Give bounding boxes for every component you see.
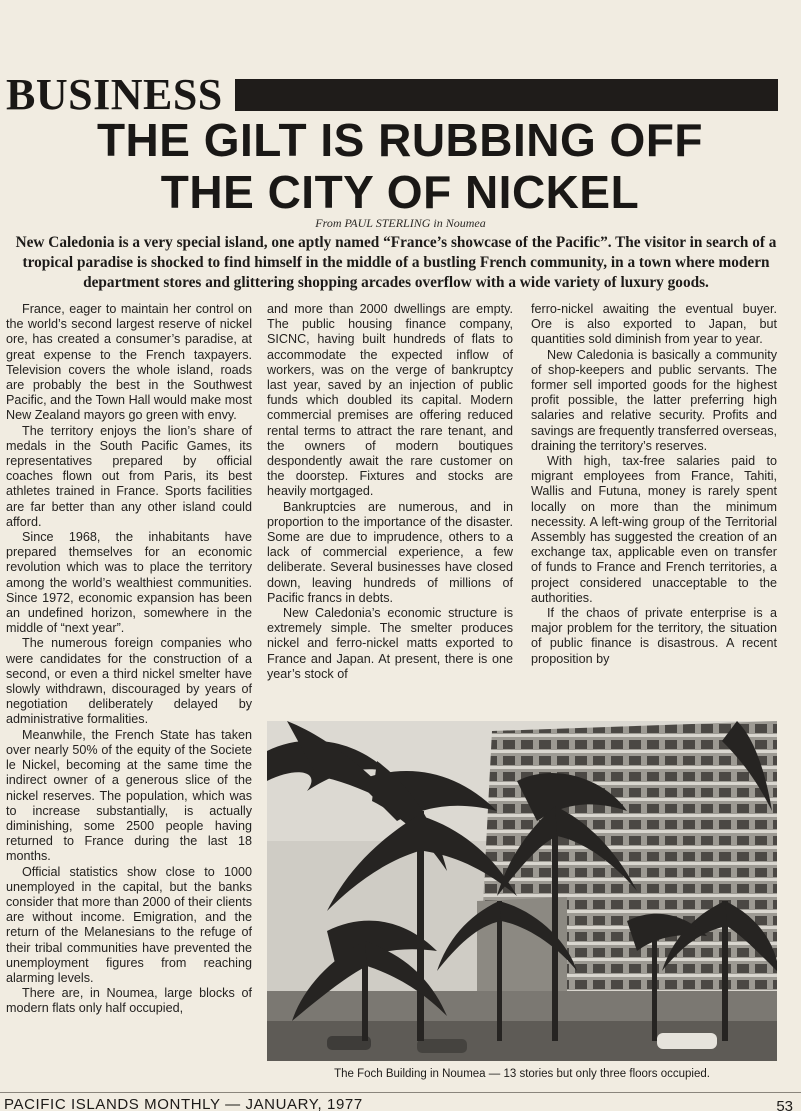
section-header <box>6 72 778 118</box>
section-rule-bar <box>235 79 778 111</box>
article-column-3 <box>531 302 777 667</box>
paragraph: If the chaos of private enterprise is a major problem for the territory, the situation of public finance is disastrous. A recent proposition by <box>531 606 777 666</box>
paragraph: France, eager to maintain her control on the world’s second largest reserve of nickel ore, has created a consumer’s paradise, at great expense to the French taxpayers. Television covers the whole island, roads are probably the best in the Southwest Pacific, and the Town Hall would make most New Zealand mayors go green with envy. <box>6 302 252 423</box>
paragraph: ferro-nickel awaiting the eventual buyer. Ore is also exported to Japan, but quantities sold diminish from year to year. <box>531 302 777 347</box>
photo-caption: The Foch Building in Noumea — 13 stories but only three floors occupied. <box>334 1068 710 1080</box>
standfirst: New Caledonia is a very special island, one aptly named “France’s showcase of the Pacific”. The visitor in search of a tropical paradise is shocked to find himself in the middle of a bustling French community, in a town where modern department stores and glittering shopping arcades overflow with a wide variety of luxury goods. <box>15 234 777 291</box>
paragraph: New Caledonia’s economic structure is extremely simple. The smelter produces nickel and ferro-nickel matts exported to France and Japan. At present, there is one year’s stock of <box>267 606 513 681</box>
paragraph: Since 1968, the inhabitants have prepared themselves for an economic revolution which was to place the territory among the world’s wealthiest communities. Since 1972, economic expansion has been an undefined horizon, somewhere in the middle of “next year”. <box>6 530 252 636</box>
headline-line-2: THE CITY OF NICKEL <box>160 166 640 218</box>
article-column-2 <box>267 302 513 682</box>
foch-building-photo <box>267 721 777 1061</box>
paragraph: The territory enjoys the lion’s share of medals in the South Pacific Games, its representatives prepared by official coaches flown out from Paris, its best athletes trained in France. Sports facilities are far better than any other island could afford. <box>6 423 252 529</box>
paragraph: Bankruptcies are numerous, and in proportion to the importance of the disaster. Some are due to imprudence, others to a lack of commercial experience, a few deliberate. Several businesses have closed down, leaving hundreds of millions of Pacific francs in debts. <box>267 499 513 605</box>
footer-rule <box>0 1092 801 1093</box>
paragraph: The numerous foreign companies who were candidates for the construction of a second, or even a third nickel smelter have slowly withdrawn, discouraged by years of negotiation deliberately delayed by administrative formalities. <box>6 636 252 727</box>
paragraph: Meanwhile, the French State has taken over nearly 50% of the equity of the Societe le Nickel, becoming at the same time the indirect owner of a generous slice of the nickel reserves. The population, which was to increase substantially, is actually diminishing, some 2500 people having returned to France during the last 18 months. <box>6 727 252 864</box>
paragraph: and more than 2000 dwellings are empty. The public housing finance company, SICNC, having built hundreds of flats to accommodate the expected inflow of workers, was on the verge of bankruptcy last year, saved by an injection of public funds which doubled its capital. Modern commercial premises are offering reduced rental terms to attract the rare tenant, and the owners of modern boutiques despondently await the rare customer on the doorstep. Fixtures and stocks are heavily mortgaged. <box>267 302 513 499</box>
paragraph: New Caledonia is basically a community of shop-keepers and public servants. The former sell imported goods for the highest profit possible, the latter preferring high salaries and relative security. Profits and savings are frequently transferred overseas, draining the territory’s reserves. <box>531 347 777 453</box>
byline: From PAUL STERLING in Noumea <box>315 216 486 230</box>
page-number: 53 <box>776 1098 793 1111</box>
article-column-1 <box>6 302 252 1017</box>
paragraph: There are, in Noumea, large blocks of modern flats only half occupied, <box>6 986 252 1016</box>
footer-publication: PACIFIC ISLANDS MONTHLY — JANUARY, 1977 <box>4 1096 363 1111</box>
photo-illustration <box>267 721 777 1061</box>
paragraph: Official statistics show close to 1000 unemployed in the capital, but the banks consider that more than 2000 of their clients are without income. Emigration, and the return of the Melanesians to the refuge of their tribal communities have prevented the unemployment figures from reaching alarming levels. <box>6 864 252 985</box>
section-label: BUSINESS <box>6 70 223 119</box>
headline-line-1: THE GILT IS RUBBING OFF <box>96 114 704 166</box>
paragraph: With high, tax-free salaries paid to migrant employees from France, Tahiti, Wallis and Futuna, money is rarely spent locally on more than the minimum necessity. A left-wing group of the Territorial Assembly has suggested the creation of an exchange tax, applicable even on transfer of funds to France and French territories, a project considered unacceptable to the authorities. <box>531 454 777 605</box>
